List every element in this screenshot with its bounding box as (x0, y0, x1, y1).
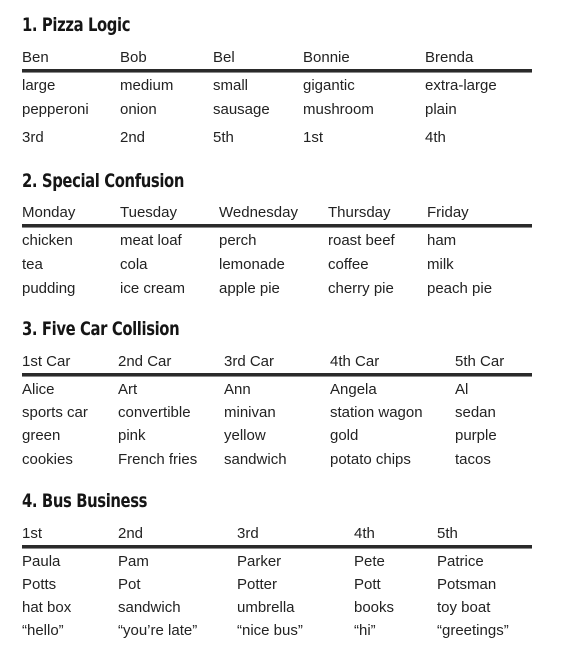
header-divider (22, 545, 532, 549)
section-title: 2. Special Confusion (22, 170, 184, 192)
header-row (22, 352, 532, 372)
table-cell: sandwich (224, 451, 287, 468)
table-cell: Patrice (437, 553, 484, 570)
table-cell: tacos (455, 451, 491, 468)
table-row (22, 450, 532, 470)
table-cell: Potsman (437, 576, 497, 593)
header-row (22, 203, 532, 223)
table-cell: pudding (22, 280, 76, 297)
table-cell: 3rd (22, 129, 44, 146)
table-cell: Potts (22, 576, 57, 593)
table-cell: sports car (22, 404, 88, 421)
table-cell: ham (427, 232, 457, 249)
column-header: Wednesday (219, 204, 298, 221)
column-header: Tuesday (120, 204, 177, 221)
header-divider (22, 373, 532, 377)
column-header: Bonnie (303, 49, 350, 66)
table-cell: large (22, 77, 56, 94)
table-cell: gold (330, 427, 359, 444)
column-header: 2nd Car (118, 353, 172, 370)
table-cell: 2nd (120, 129, 146, 146)
section-title: 1. Pizza Logic (22, 14, 131, 36)
column-header: 1st Car (22, 353, 71, 370)
table-cell: “hello” (22, 622, 64, 639)
table-row (22, 621, 532, 641)
table-cell: convertible (118, 404, 191, 421)
header-divider (22, 224, 532, 228)
table-cell: coffee (328, 256, 369, 273)
table-cell: Alice (22, 381, 55, 398)
table-cell: books (354, 599, 395, 616)
table-row (22, 231, 532, 251)
table-cell: plain (425, 101, 457, 118)
table-cell: green (22, 427, 61, 444)
table-cell: mushroom (303, 101, 374, 118)
column-header: Monday (22, 204, 76, 221)
table-cell: small (213, 77, 249, 94)
table-cell: cookies (22, 451, 73, 468)
table-cell: Pott (354, 576, 381, 593)
table-cell: 5th (213, 129, 234, 146)
table-row (22, 575, 532, 595)
table-cell: “you’re late” (118, 622, 198, 639)
table-cell: cherry pie (328, 280, 394, 297)
table-cell: Angela (330, 381, 377, 398)
header-row (22, 48, 532, 68)
table-cell: lemonade (219, 256, 285, 273)
table-row (22, 76, 532, 96)
table-cell: sausage (213, 101, 270, 118)
column-header: 1st (22, 525, 43, 542)
table-cell: sedan (455, 404, 496, 421)
table-row (22, 426, 532, 446)
table-cell: Potter (237, 576, 278, 593)
table-cell: umbrella (237, 599, 295, 616)
table-cell: cola (120, 256, 148, 273)
table-cell: “greetings” (437, 622, 509, 639)
table-cell: 1st (303, 129, 324, 146)
table-cell: perch (219, 232, 257, 249)
table-cell: apple pie (219, 280, 280, 297)
table-cell: hat box (22, 599, 72, 616)
table-cell: purple (455, 427, 497, 444)
table-cell: Pot (118, 576, 141, 593)
table-row (22, 598, 532, 618)
table-row (22, 279, 532, 299)
table-cell: yellow (224, 427, 266, 444)
table-cell: 4th (425, 129, 446, 146)
header-row (22, 524, 532, 544)
column-header: 5th Car (455, 353, 505, 370)
column-header: Thursday (328, 204, 391, 221)
table-cell: Art (118, 381, 138, 398)
table-cell: Parker (237, 553, 282, 570)
table-cell: extra-large (425, 77, 497, 94)
column-header: Brenda (425, 49, 474, 66)
table-cell: sandwich (118, 599, 181, 616)
table-cell: pepperoni (22, 101, 89, 118)
header-divider (22, 69, 532, 73)
table-cell: milk (427, 256, 454, 273)
column-header: 3rd Car (224, 353, 275, 370)
table-cell: Paula (22, 553, 61, 570)
section-title: 3. Five Car Collision (22, 318, 180, 340)
table-row (22, 403, 532, 423)
table-cell: “hi” (354, 622, 376, 639)
table-cell: Pam (118, 553, 149, 570)
column-header: Bel (213, 49, 235, 66)
column-header: Ben (22, 49, 49, 66)
table-cell: gigantic (303, 77, 355, 94)
column-header: 4th (354, 525, 375, 542)
table-row (22, 255, 532, 275)
table-cell: peach pie (427, 280, 493, 297)
table-cell: medium (120, 77, 174, 94)
column-header: 4th Car (330, 353, 380, 370)
table-cell: “nice bus” (237, 622, 303, 639)
table-row (22, 552, 532, 572)
table-cell: French fries (118, 451, 198, 468)
table-cell: potato chips (330, 451, 411, 468)
table-cell: ice cream (120, 280, 186, 297)
table-row (22, 380, 532, 400)
column-header: Friday (427, 204, 469, 221)
table-cell: meat loaf (120, 232, 182, 249)
section-title: 4. Bus Business (22, 490, 148, 512)
table-cell: station wagon (330, 404, 423, 421)
table-cell: chicken (22, 232, 73, 249)
column-header: Bob (120, 49, 147, 66)
column-header: 3rd (237, 525, 259, 542)
table-cell: Al (455, 381, 469, 398)
table-cell: Pete (354, 553, 385, 570)
table-cell: minivan (224, 404, 276, 421)
table-cell: Ann (224, 381, 251, 398)
table-cell: onion (120, 101, 157, 118)
table-cell: tea (22, 256, 43, 273)
table-row (22, 128, 532, 148)
table-row (22, 100, 532, 120)
table-cell: toy boat (437, 599, 491, 616)
column-header: 5th (437, 525, 458, 542)
table-cell: pink (118, 427, 146, 444)
column-header: 2nd (118, 525, 144, 542)
table-cell: roast beef (328, 232, 395, 249)
